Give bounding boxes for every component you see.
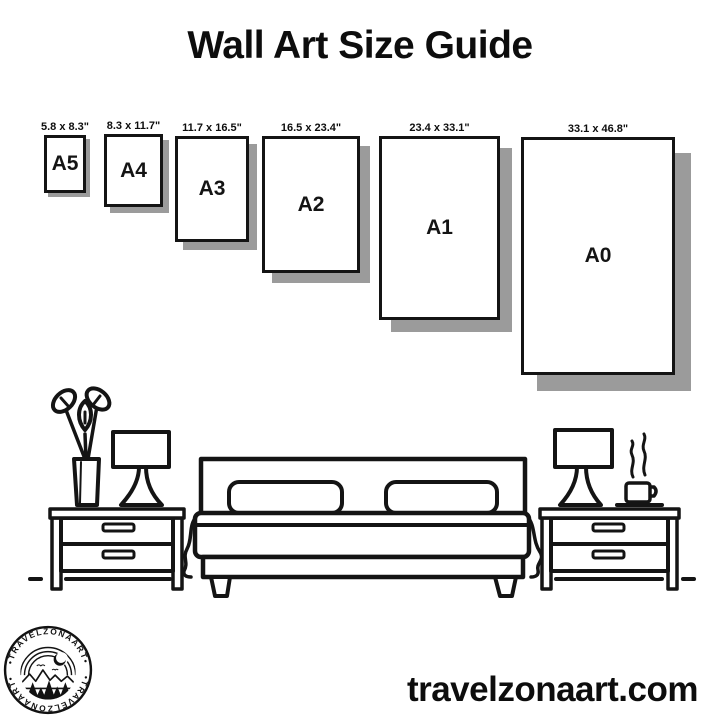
size-label-a0: A0 [584, 244, 612, 267]
table-lamp-right-icon [555, 430, 612, 505]
size-box-a1 [379, 122, 500, 320]
size-label-a5: A5 [51, 152, 79, 175]
table-lamp-left-icon [113, 432, 169, 505]
plant-vase-icon [49, 385, 114, 505]
logo-ring-text-top: •TRAVELZONAART• [4, 626, 92, 665]
size-dimensions-a3: 11.7 x 16.5" [182, 122, 242, 134]
size-box-a2 [262, 122, 360, 273]
size-label-a1: A1 [426, 216, 453, 239]
size-box-a5 [40, 121, 90, 193]
size-label-a2: A2 [297, 192, 325, 216]
size-box-a4 [104, 120, 163, 207]
size-label-a4: A4 [120, 158, 147, 182]
double-bed-icon [184, 459, 542, 596]
size-label-a3: A3 [198, 177, 226, 200]
bedroom-illustration [0, 385, 720, 605]
page-title: Wall Art Size Guide [187, 24, 533, 67]
size-box-a0 [521, 123, 675, 375]
nightstand-right-icon [540, 509, 679, 589]
size-dimensions-a5: 5.8 x 8.3" [40, 121, 90, 133]
coffee-cup-icon [617, 434, 662, 505]
size-dimensions-a2: 16.5 x 23.4" [280, 122, 342, 134]
brand-logo-badge [2, 624, 94, 716]
size-box-a3 [175, 122, 249, 242]
size-dimensions-a1: 23.4 x 33.1" [409, 122, 470, 134]
logo-ring-text-bottom: •TRAVELZONAART• [4, 675, 92, 714]
pillow-right-icon [386, 482, 497, 513]
bird-icon [52, 669, 58, 670]
size-dimensions-a4: 8.3 x 11.7" [106, 120, 161, 132]
size-dimensions-a0: 33.1 x 46.8" [567, 123, 629, 135]
pillow-left-icon [229, 482, 342, 513]
website-url: travelzonaart.com [406, 670, 698, 709]
bird-icon [37, 665, 45, 666]
nightstand-left-icon [50, 509, 184, 589]
